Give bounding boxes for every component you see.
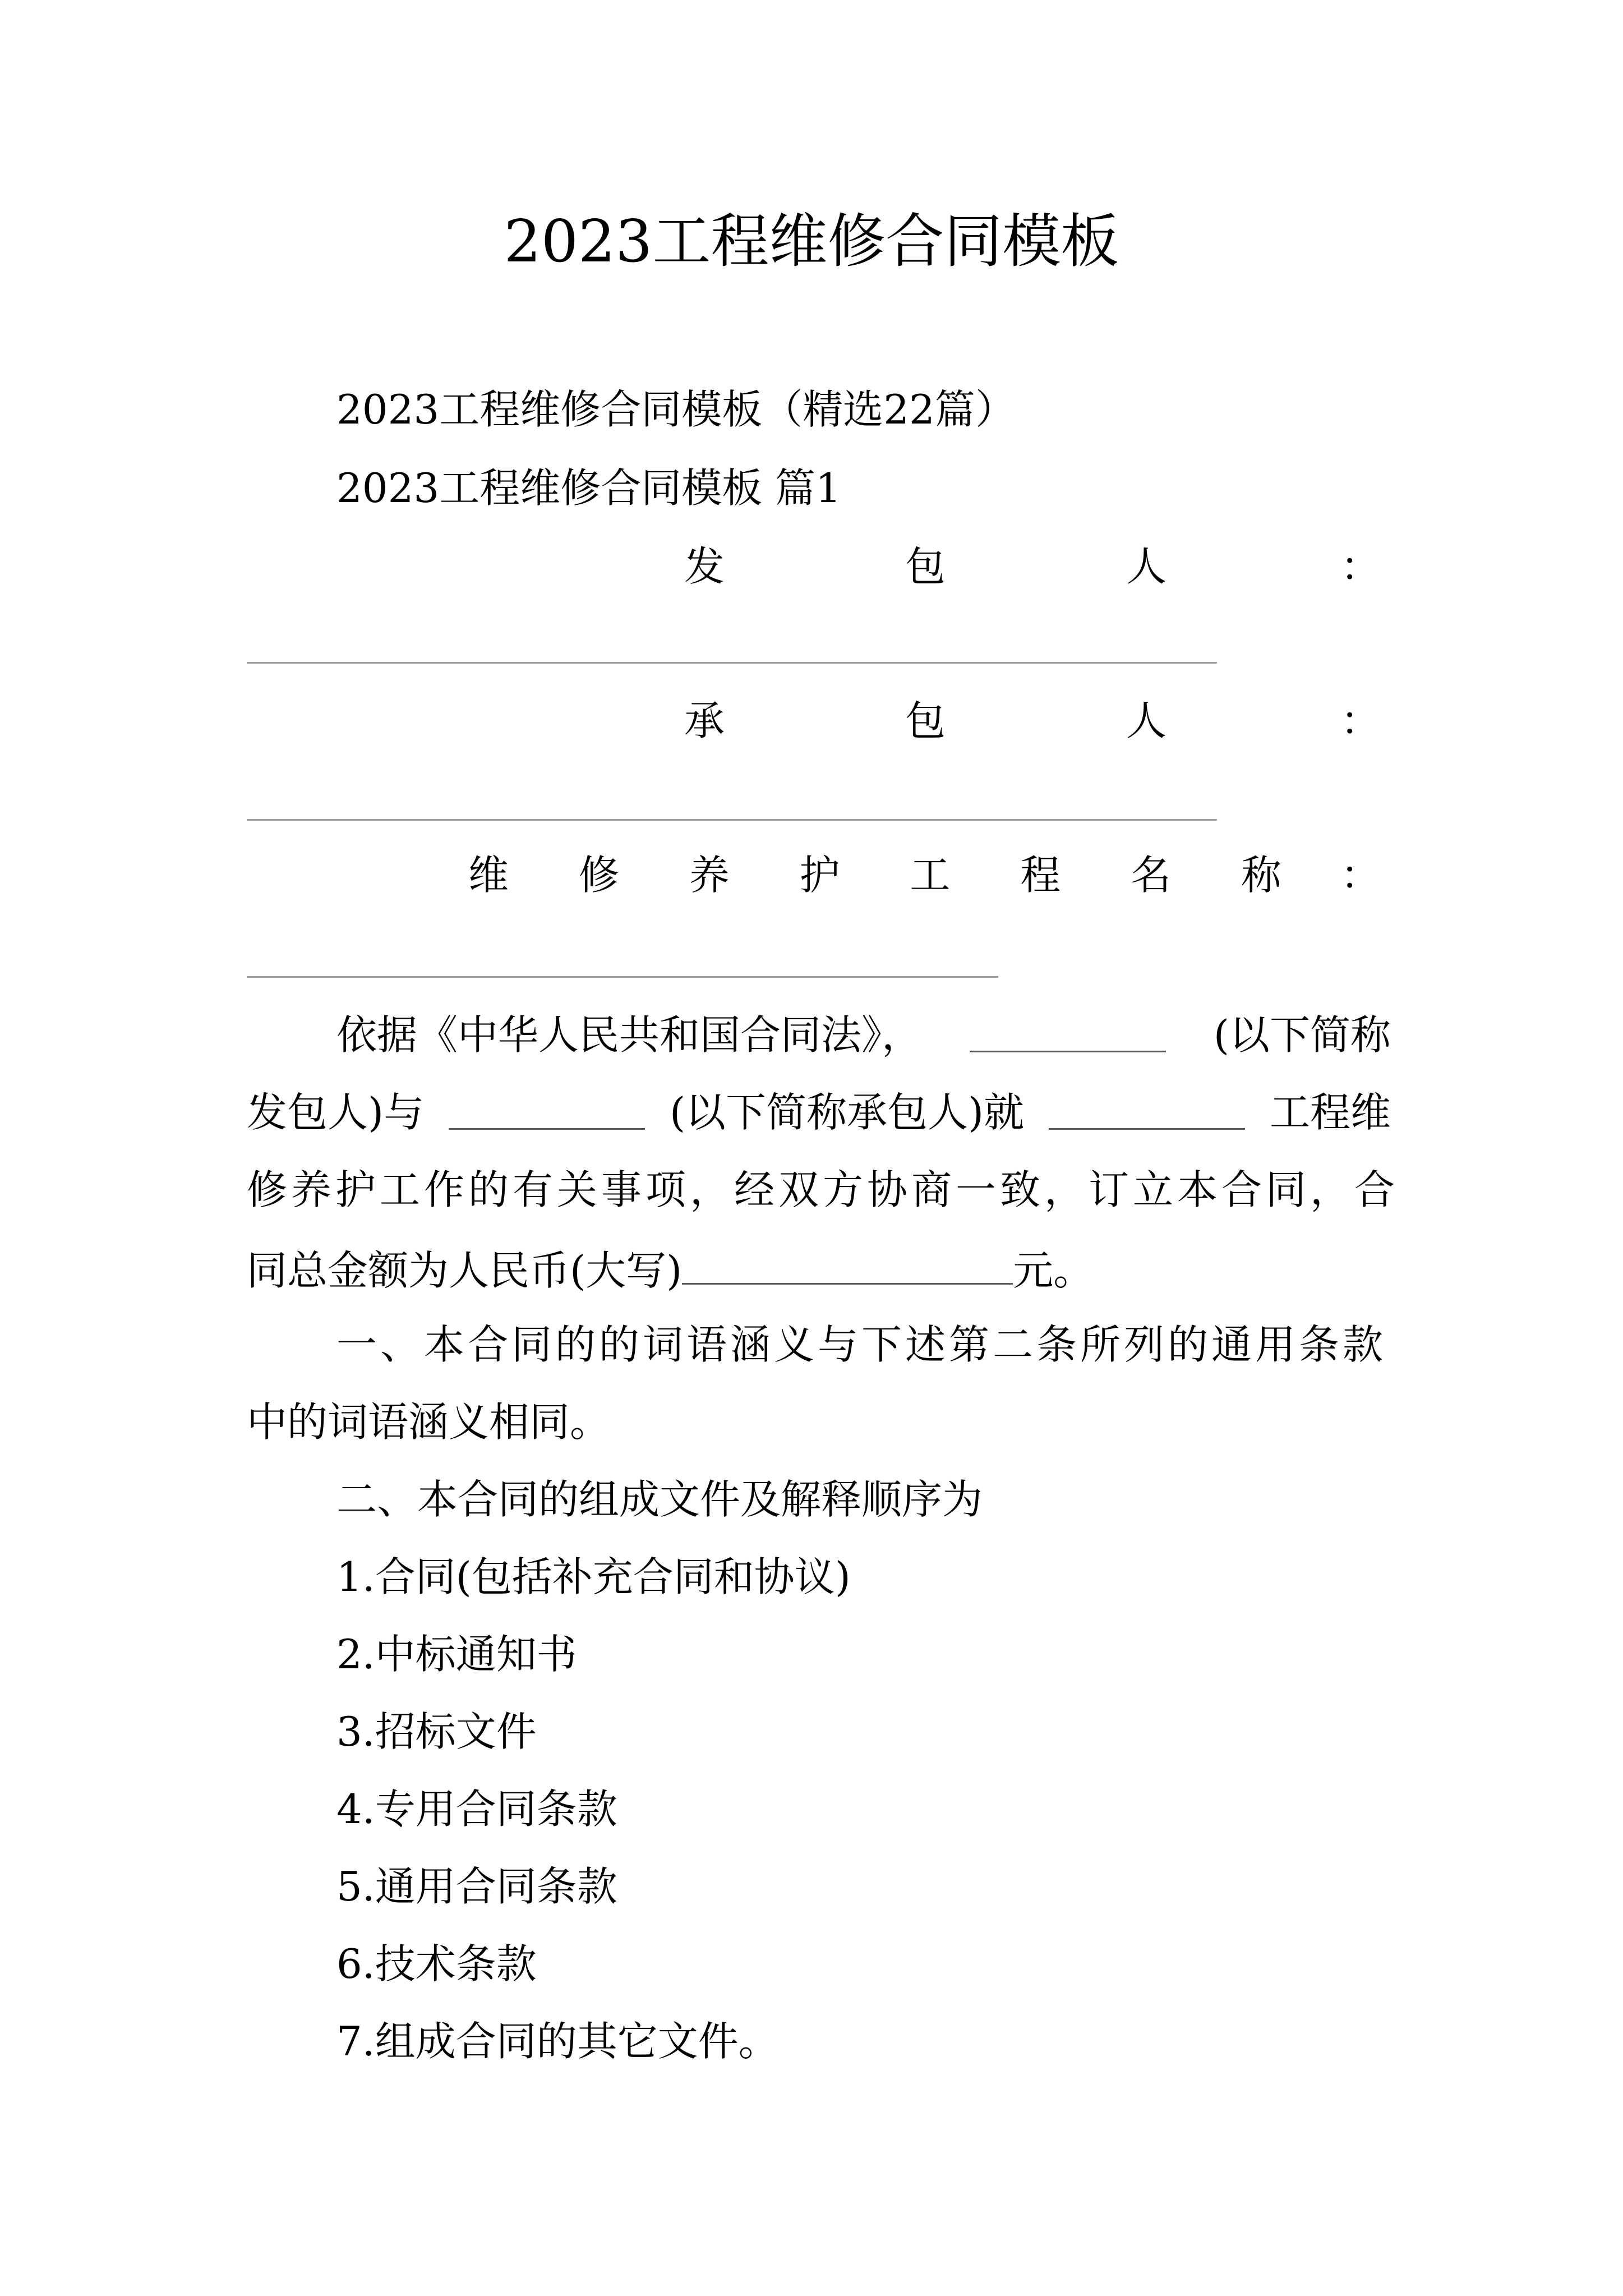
party-b-char: 承 xyxy=(684,697,725,744)
party-b-label xyxy=(684,693,1166,749)
project-name-label xyxy=(468,847,1281,903)
section-heading: 2023工程维修合同模板 篇1 xyxy=(336,464,841,512)
intro-line-2 xyxy=(247,1084,1391,1140)
project-name-char: 养 xyxy=(689,852,730,899)
project-name-char: 维 xyxy=(468,852,509,899)
list-item: 1.合同(包括补充合同和协议) xyxy=(336,1553,851,1600)
intro-text: (以下简称承包人)就 xyxy=(669,1089,1025,1136)
document-title: 2023工程维修合同模板 xyxy=(504,207,1119,275)
list-item: 6.技术条款 xyxy=(336,1940,537,1987)
clause-1-line-1: 一、本合同的的词语涵义与下述第二条所列的通用条款 xyxy=(336,1321,1387,1368)
list-item: 7.组成合同的其它文件。 xyxy=(336,2018,779,2065)
intro-text: (以下简称 xyxy=(1213,1011,1391,1059)
intro-text: 工程维 xyxy=(1269,1089,1391,1136)
party-a-char: 发 xyxy=(684,543,725,590)
party-b-char: 包 xyxy=(905,697,946,744)
project-name-char: 护 xyxy=(799,852,840,899)
party-b-colon: ： xyxy=(1340,697,1381,744)
clause-1-line-2: 中的词语涵义相同。 xyxy=(247,1398,611,1446)
blank-amount xyxy=(682,1239,1013,1285)
list-item: 2.中标通知书 xyxy=(336,1631,577,1678)
project-name-char: 修 xyxy=(578,852,619,899)
party-a-label xyxy=(684,539,1166,595)
intro-line-4 xyxy=(247,1239,1094,1299)
intro-text: 修养护工作的有关事项，经双方协商一致，订立本合同，合 xyxy=(247,1166,1399,1213)
intro-text: 发包人)与 xyxy=(247,1089,425,1136)
blank-project xyxy=(1049,1084,1245,1130)
project-name-char: 称 xyxy=(1241,852,1281,899)
party-b-blank-line xyxy=(247,819,1217,821)
party-a-char: 人 xyxy=(1126,543,1166,590)
list-item: 5.通用合同条款 xyxy=(336,1863,617,1910)
party-a-colon: ： xyxy=(1340,543,1381,590)
project-name-char: 程 xyxy=(1020,852,1061,899)
party-a-blank-line xyxy=(247,662,1217,664)
party-a-char: 包 xyxy=(905,543,946,590)
party-b-char: 人 xyxy=(1126,697,1166,744)
project-name-colon: ： xyxy=(1340,852,1381,899)
intro-line-1 xyxy=(336,1007,1391,1063)
blank-party-a xyxy=(970,1007,1166,1052)
project-name-blank-line xyxy=(247,976,998,978)
blank-party-b xyxy=(449,1084,645,1130)
intro-text: 元。 xyxy=(1013,1247,1094,1294)
document-subtitle: 2023工程维修合同模板（精选22篇） xyxy=(336,386,1016,433)
list-item: 4.专用合同条款 xyxy=(336,1786,617,1833)
clause-2: 二、本合同的组成文件及解释顺序为 xyxy=(336,1476,983,1523)
intro-line-3 xyxy=(247,1162,1399,1218)
list-item: 3.招标文件 xyxy=(336,1708,537,1755)
intro-text: 同总金额为人民币(大写) xyxy=(247,1247,683,1294)
intro-text: 依据《中华人民共和国合同法》， xyxy=(336,1011,923,1059)
project-name-char: 名 xyxy=(1131,852,1172,899)
project-name-char: 工 xyxy=(910,852,951,899)
